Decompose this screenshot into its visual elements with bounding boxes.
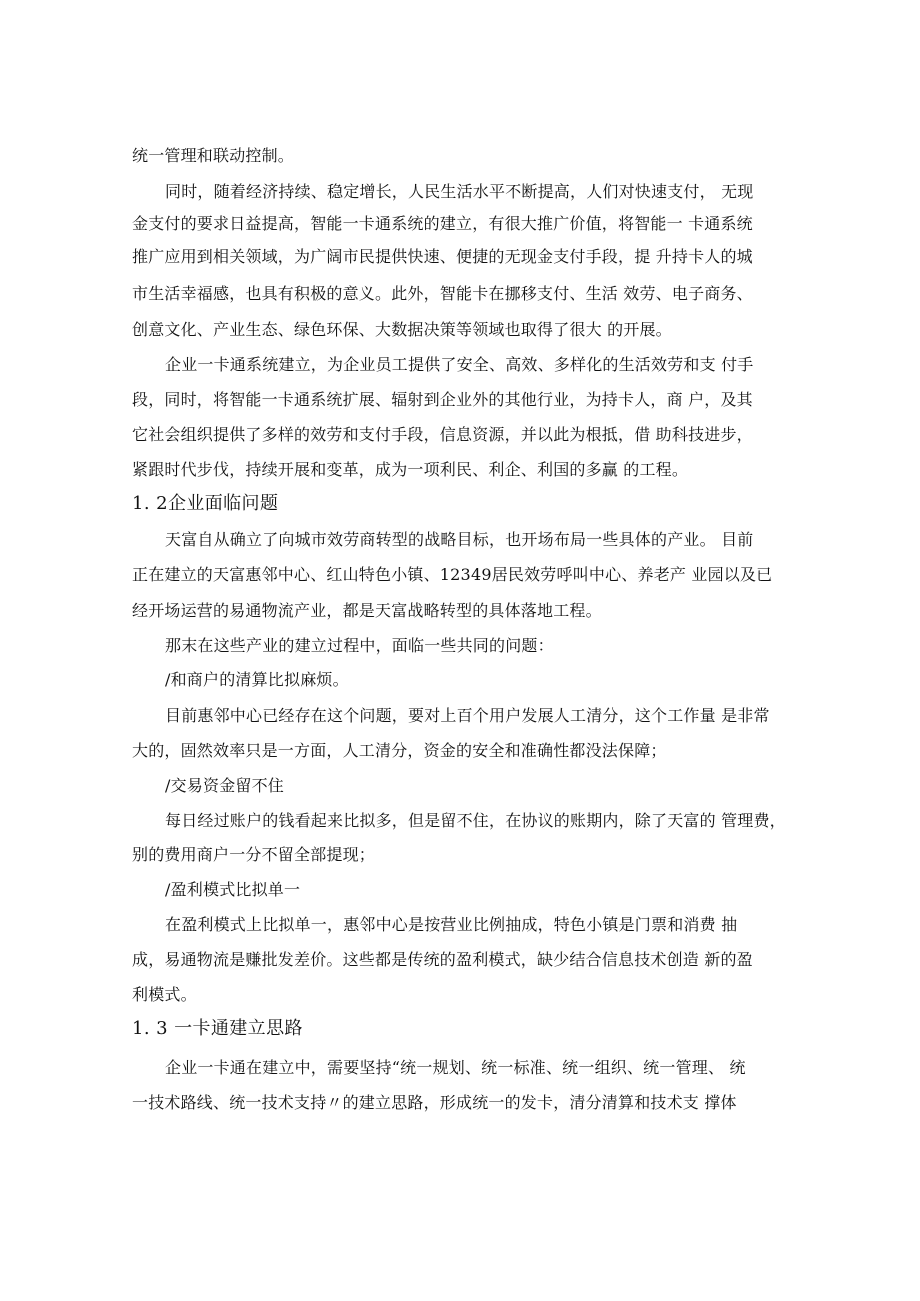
paragraph-line: 那末在这些产业的建立过程中，面临一些共同的问题： <box>165 636 554 655</box>
list-item-title: /交易资金留不住 <box>165 776 284 795</box>
section-heading: 1. 3 一卡通建立思路 <box>132 1018 303 1039</box>
paragraph-line: 一技术路线、统一技术支持〃的建立思路，形成统一的发卡，清分清算和技术支 撑体 <box>132 1093 737 1112</box>
paragraph-line: 同时，随着经济持续、稳定增长，人民生活水平不断提高，人们对快速支付， 无现 <box>165 182 754 201</box>
paragraph-line: 别的费用商户一分不留全部提现； <box>132 845 376 864</box>
paragraph-line: 经开场运营的易通物流产业，都是天富战略转型的具体落地工程。 <box>132 601 602 620</box>
section-heading: 1. 2企业面临问题 <box>132 493 279 514</box>
paragraph-line: 每日经过账户的钱看起来比拟多，但是留不住，在协议的账期内，除了天富的 管理费， <box>165 811 786 830</box>
paragraph-line: 紧跟时代步伐，持续开展和变革，成为一项利民、利企、利国的多赢 的工程。 <box>132 460 689 479</box>
list-item-title: /盈利模式比拟单一 <box>165 880 301 899</box>
paragraph-line: 成，易通物流是赚批发差价。这些都是传统的盈利模式，缺少结合信息技术创造 新的盈 <box>132 950 753 969</box>
paragraph-line: 市生活幸福感，也具有积极的意义。此外，智能卡在挪移支付、生活 效劳、电子商务、 <box>132 284 753 303</box>
paragraph-line: 天富自从确立了向城市效劳商转型的战略目标，也开场布局一些具体的产业。 目前 <box>165 530 754 549</box>
paragraph-line: 大的，固然效率只是一方面，人工清分，资金的安全和准确性都没法保障； <box>132 741 667 760</box>
paragraph-line: 正在建立的天富惠邻中心、红山特色小镇、12349居民效劳呼叫中心、养老产 业园以及已 <box>132 565 773 584</box>
paragraph-line: 金支付的要求日益提高，智能一卡通系统的建立，有很大推广价值，将智能一 卡通系统 <box>132 214 753 233</box>
paragraph-line: 企业一卡通系统建立，为企业员工提供了安全、高效、多样化的生活效劳和支 付手 <box>165 355 754 374</box>
paragraph-line: 在盈利模式上比拟单一，惠邻中心是按营业比例抽成，特色小镇是门票和消费 抽 <box>165 915 738 934</box>
paragraph-line: 统一管理和联动控制。 <box>132 146 295 165</box>
paragraph-line: 目前惠邻中心已经存在这个问题，要对上百个用户发展人工清分，这个工作量 是非常 <box>165 706 770 725</box>
paragraph-line: 段，同时，将智能一卡通系统扩展、辐射到企业外的其他行业，为持卡人，商 户，及其 <box>132 390 753 409</box>
paragraph-line: 创意文化、产业生态、绿色环保、大数据决策等领域也取得了很大 的开展。 <box>132 320 672 339</box>
list-item-title: /和商户的清算比拟麻烦。 <box>165 670 349 689</box>
paragraph-line: 推广应用到相关领域，为广阔市民提供快速、便捷的无现金支付手段，提 升持卡人的城 <box>132 247 753 266</box>
paragraph-line: 它社会组织提供了多样的效劳和支付手段，信息资源，并以此为根抵，借 助科技进步， <box>132 425 753 444</box>
paragraph-line: 企业一卡通在建立中，需要坚持“统一规划、统一标准、统一组织、统一管理、 统 <box>165 1058 746 1077</box>
paragraph-line: 利模式。 <box>132 985 197 1004</box>
